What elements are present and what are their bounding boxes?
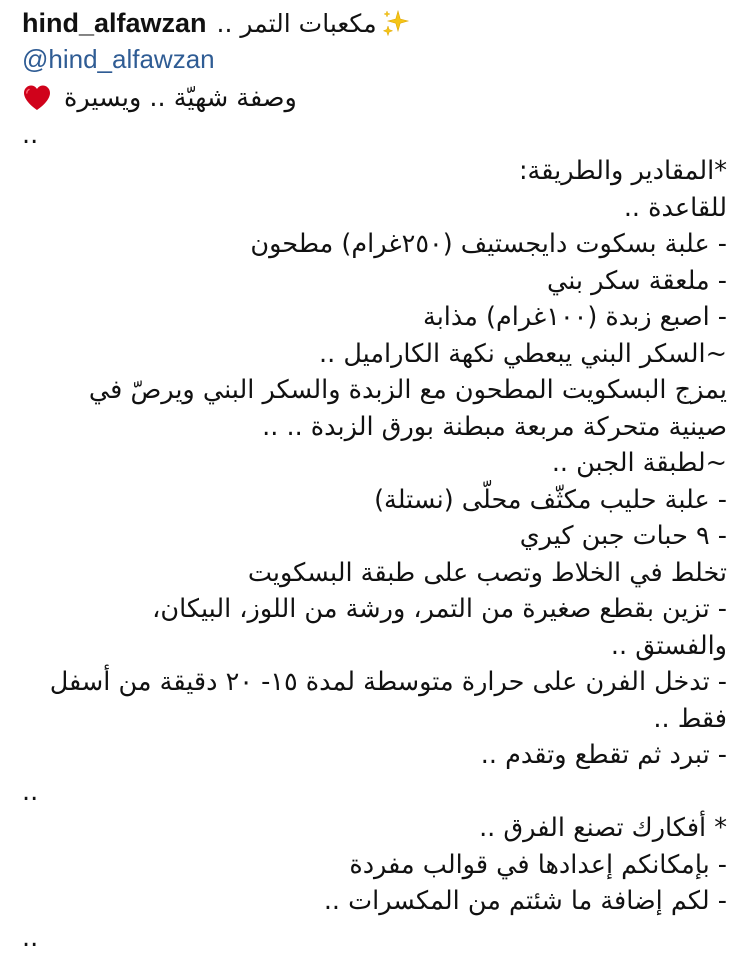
caption-line: صينية متحركة مربعة مبطنة بورق الزبدة .. .. [262, 411, 727, 442]
caption-line: ~لطبقة الجبن .. [551, 448, 727, 478]
caption-line: *المقادير والطريقة: [518, 156, 727, 186]
sparkles-icon [381, 8, 411, 38]
caption-line: - ٩ حبات جبن كيري [519, 521, 727, 551]
caption-line: - علبة حليب مكثّف محلّى (نستلة) [374, 484, 727, 515]
caption-line: - لكم إضافة ما شئتم من المكسرات .. [323, 886, 727, 916]
caption-intro-text: وصفة شهيّة .. ويسيرة [64, 83, 297, 114]
caption-line: - تزين بقطع صغيرة من التمر، ورشة من اللوز، البيكان، [152, 594, 727, 624]
caption-first-line [22, 80, 727, 117]
caption-line: - بإمكانكم إعدادها في قوالب مفردة [349, 849, 727, 880]
caption-line: - تبرد ثم تقطع وتقدم .. [480, 740, 727, 770]
caption-lines [22, 117, 727, 957]
red-heart-icon [22, 84, 52, 112]
caption-body [22, 80, 727, 956]
caption-line: والفستق .. [610, 630, 727, 661]
caption-line: .. [22, 776, 39, 807]
caption-line: .. [22, 922, 39, 953]
caption-line: - ملعقة سكر بني [546, 265, 727, 296]
caption-line: .. [22, 119, 39, 150]
caption-line: فقط .. [653, 703, 727, 734]
username-link[interactable]: hind_alfawzan [22, 7, 207, 38]
caption-line: - اصبع زبدة (١٠٠غرام) مذابة [423, 302, 727, 332]
post-title: مكعبات التمر .. [216, 8, 377, 38]
caption-line: - علبة بسكوت دايجستيف (٢٥٠غرام) مطحون [250, 229, 727, 259]
caption-line: - تدخل الفرن على حرارة متوسطة لمدة ١٥- ٢٠ دقيقة من أسفل [49, 667, 727, 697]
caption-line: يمزج البسكويت المطحون مع الزبدة والسكر البني ويرصّ في [88, 375, 727, 405]
caption-line: تخلط في الخلاط وتصب على طبقة البسكويت [247, 557, 727, 588]
caption-line: ~السكر البني يبعطي نكهة الكاراميل .. [319, 338, 727, 369]
post-header [22, 6, 411, 40]
caption-line: * أفكارك تصنع الفرق .. [479, 813, 727, 843]
caption-line: للقاعدة .. [623, 192, 727, 223]
mention-link[interactable]: @hind_alfawzan [22, 44, 215, 74]
